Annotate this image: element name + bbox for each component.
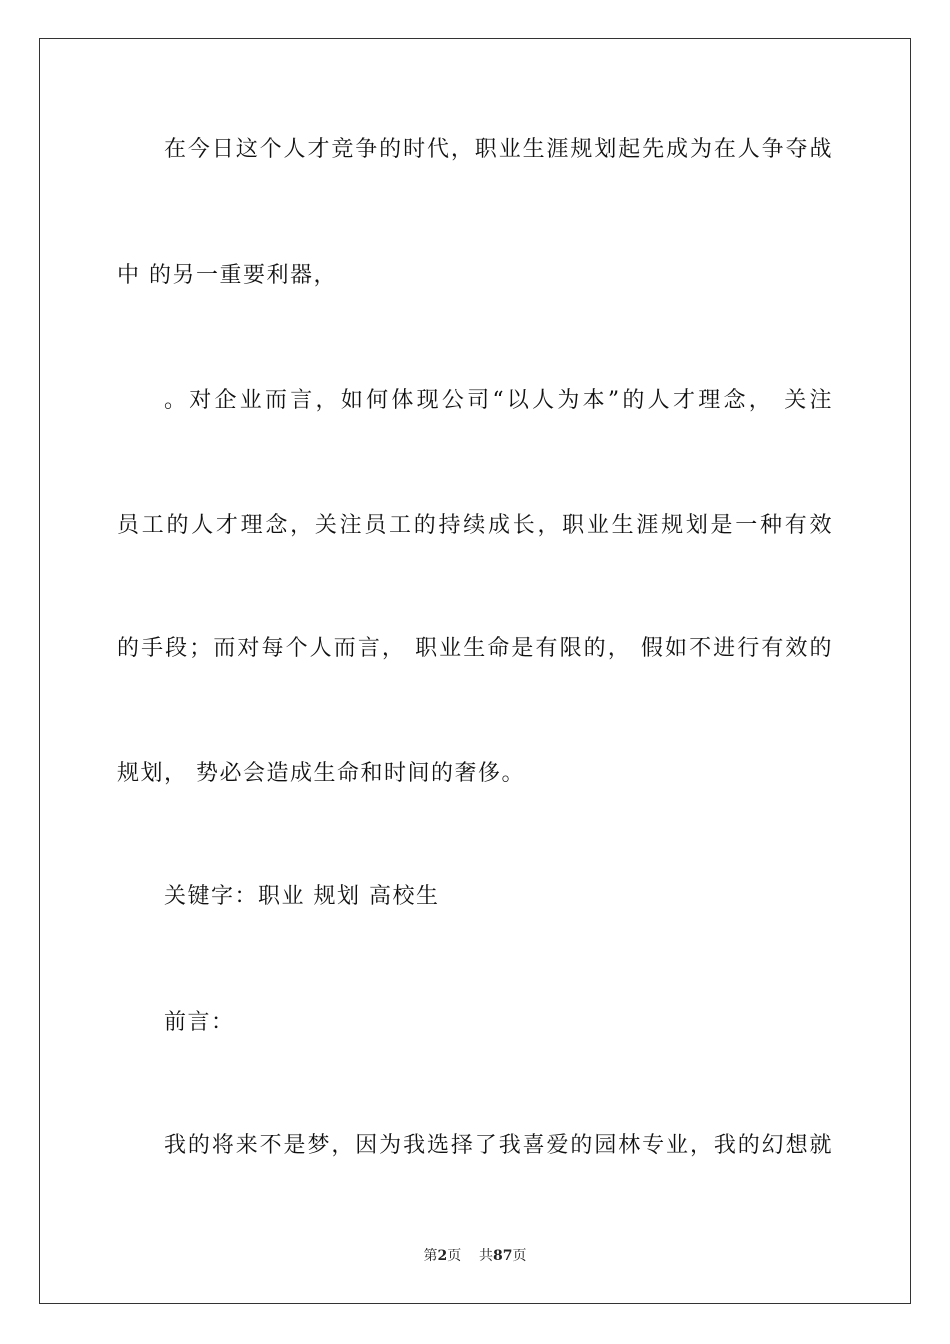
page-border — [39, 38, 911, 1304]
body-line-7: 我的将来不是梦，因为我选择了我喜爱的园林专业，我的幻想就 — [164, 1133, 833, 1158]
body-line-1: 在今日这个人才竞争的时代，职业生涯规划起先成为在人争夺战 — [164, 137, 833, 162]
body-line-2: 中 的另一重要利器， — [117, 263, 337, 288]
body-line-5: 的手段；而对每个人而言， 职业生命是有限的， 假如不进行有效的 — [117, 636, 833, 661]
page-prefix: 第 — [423, 1248, 438, 1264]
body-line-4: 员工的人才理念，关注员工的持续成长，职业生涯规划是一种有效 — [117, 513, 833, 538]
preface-heading: 前言： — [164, 1010, 235, 1035]
total-prefix: 共 — [479, 1248, 494, 1264]
keywords-line: 关键字：职业 规划 高校生 — [164, 884, 440, 909]
total-suffix: 页 — [512, 1248, 527, 1264]
page-number: 2 — [437, 1248, 448, 1264]
page-footer — [0, 1247, 950, 1265]
total-pages: 87 — [493, 1248, 513, 1264]
body-line-3: 。对企业而言，如何体现公司“以人为本”的人才理念， 关注 — [164, 388, 833, 413]
body-line-6: 规划， 势必会造成生命和时间的奢侈。 — [117, 761, 525, 786]
page-suffix: 页 — [447, 1248, 462, 1264]
